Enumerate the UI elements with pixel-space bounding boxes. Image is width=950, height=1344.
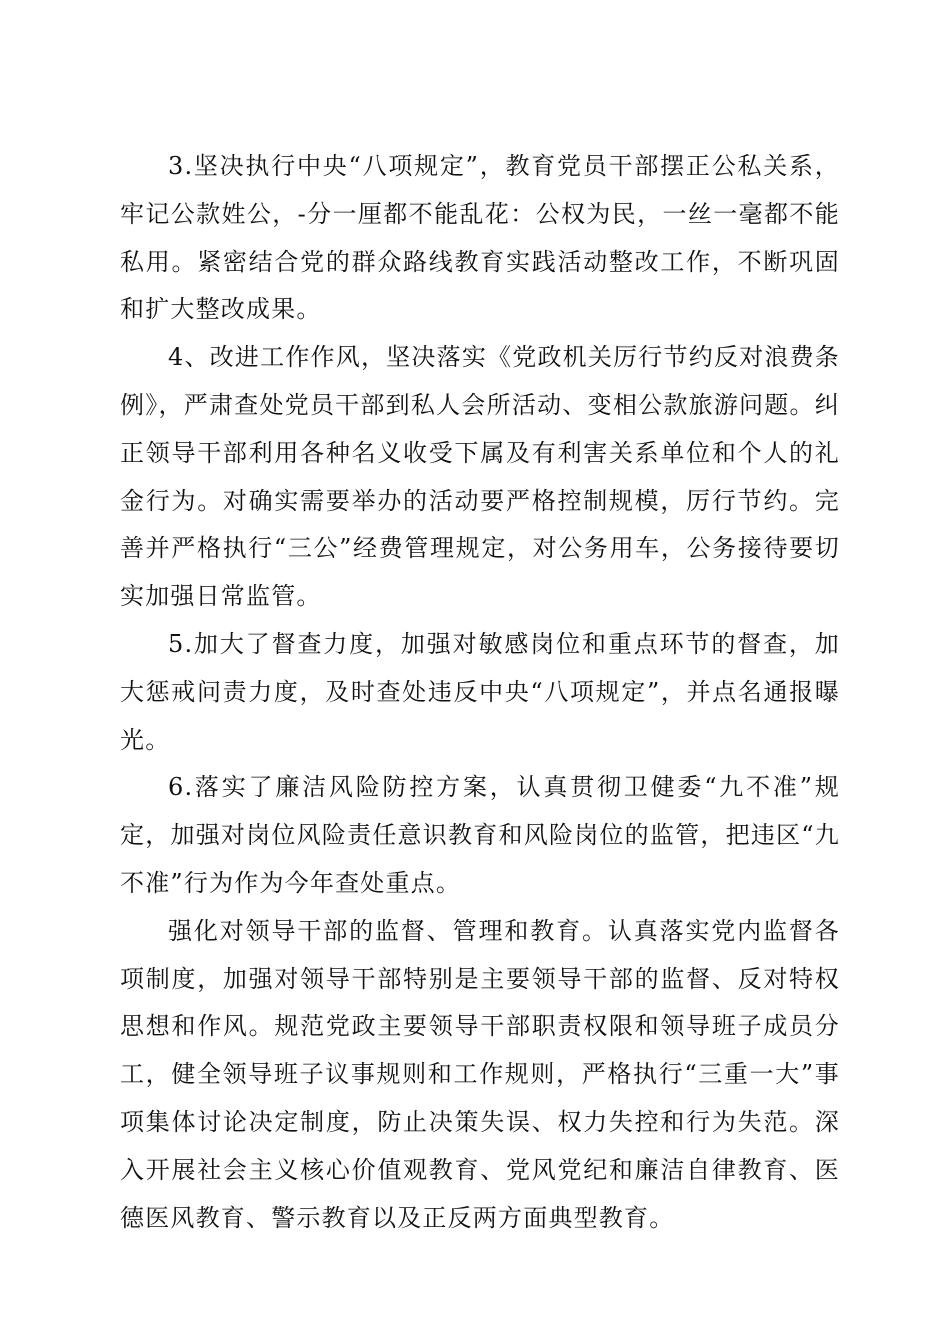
paragraph-item-3: 3.坚决执行中央“八项规定”，教育党员干部摆正公私关系，牢记公款姓公，-分一厘都不能乱花：公权为民，一丝一毫都不能私用。紧密结合党的群众路线教育实践活动整改工作，不断巩固和扩大整改成果。 [120,152,840,324]
document-body [120,143,840,1242]
paragraph-item-5: 5.加大了督查力度，加强对敏感岗位和重点环节的督查，加大惩戒问责力度，及时查处违反中央“八项规定”，并点名通报曝光。 [120,629,840,754]
paragraph-item-4: 4、改进工作作风，坚决落实《党政机关厉行节约反对浪费条例》，严肃查处党员干部到私人会所活动、变相公款旅游问题。纠正领导干部利用各种名义收受下属及有利害关系单位和个人的礼金行为。对确实需要举办的活动要严格控制规模，厉行节约。完善并严格执行“三公”经费管理规定，对公务用车，公务接待要切实加强日常监管。 [120,343,840,611]
paragraph-item-6: 6.落实了廉洁风险防控方案，认真贯彻卫健委“九不准”规定，加强对岗位风险责任意识教育和风险岗位的监管，把违区“九不准”行为作为今年查处重点。 [120,773,840,897]
paragraph-leadership-supervision: 强化对领导干部的监督、管理和教育。认真落实党内监督各项制度，加强对领导干部特别是主要领导干部的监督、反对特权思想和作风。规范党政主要领导干部职责权限和领导班子成员分工，健全领导班子议事规则和工作规则，严格执行“三重一大”事项集体讨论决定制度，防止决策失误、权力失控和行为失范。深入开展社会主义核心价值观教育、党风党纪和廉洁自律教育、医德医风教育、警示教育以及正反两方面典型教育。 [120,916,840,1232]
